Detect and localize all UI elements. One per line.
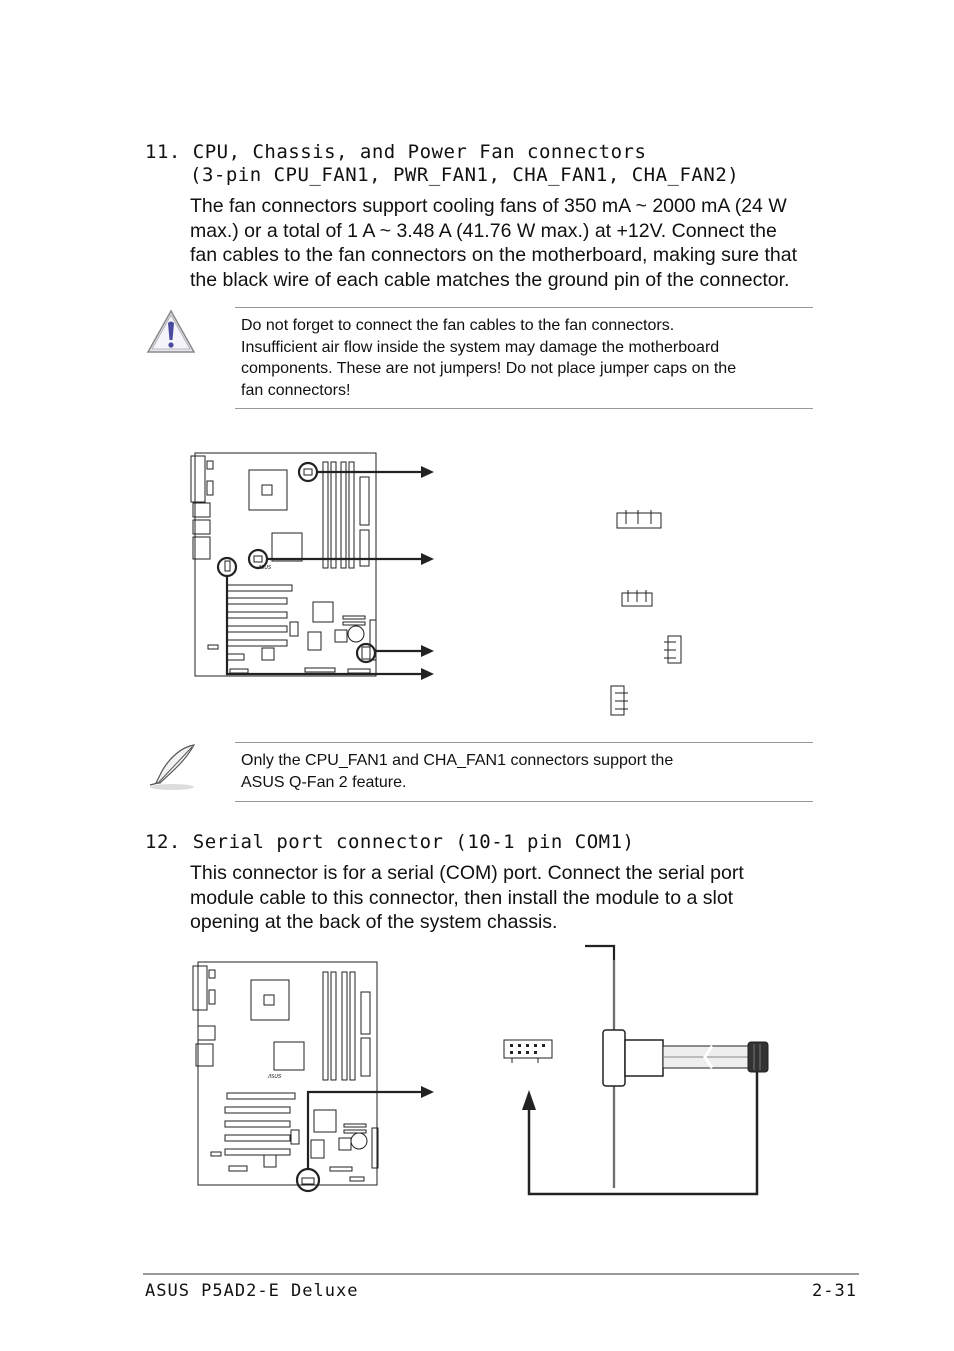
board-logo: /ISUS bbox=[258, 565, 272, 571]
caution-line: fan connectors! bbox=[241, 381, 351, 399]
section-11-heading-line2: (3-pin CPU_FAN1, PWR_FAN1, CHA_FAN1, CHA_FAN2) bbox=[190, 164, 740, 186]
caution-line: Do not forget to connect the fan cables to the fan connectors. bbox=[241, 317, 675, 334]
paragraph-line: This connector is for a serial (COM) port. Connect the serial port bbox=[190, 862, 744, 884]
caution-line: Insufficient air flow inside the system may damage the motherboard bbox=[241, 338, 720, 356]
serial-module-illustration bbox=[522, 946, 768, 1194]
paragraph-line: module cable to this connector, then install the module to a slot bbox=[190, 886, 734, 909]
section-11-heading-line1: 11. CPU, Chassis, and Power Fan connectors bbox=[145, 141, 647, 163]
paragraph-line: max.) or a total of 1 A ~ 3.48 A (41.76 W max.) at +12V. Connect the bbox=[190, 219, 777, 242]
section-12-heading: 12. Serial port connector (10-1 pin COM1) bbox=[145, 831, 635, 853]
cpu-socket bbox=[251, 980, 289, 1020]
footer-rule bbox=[143, 1273, 859, 1275]
note-line: Only the CPU_FAN1 and CHA_FAN1 connectors support the bbox=[241, 752, 674, 769]
board-logo: /ISUS bbox=[268, 1074, 282, 1080]
paragraph-line: opening at the back of the system chassis. bbox=[190, 911, 558, 933]
paragraph-line: The fan connectors support cooling fans of 350 mA ~ 2000 mA (24 W bbox=[190, 195, 787, 217]
paragraph-line: the black wire of each cable matches the ground pin of the connector. bbox=[190, 268, 790, 291]
note-line: ASUS Q-Fan 2 feature. bbox=[241, 773, 407, 791]
footer-title: ASUS P5AD2-E Deluxe bbox=[145, 1281, 359, 1301]
page-number: 2-31 bbox=[812, 1281, 857, 1301]
caution-line: components. These are not jumpers! Do not place jumper caps on the bbox=[241, 360, 737, 377]
paragraph-line: fan cables to the fan connectors on the motherboard, making sure that bbox=[190, 244, 798, 266]
